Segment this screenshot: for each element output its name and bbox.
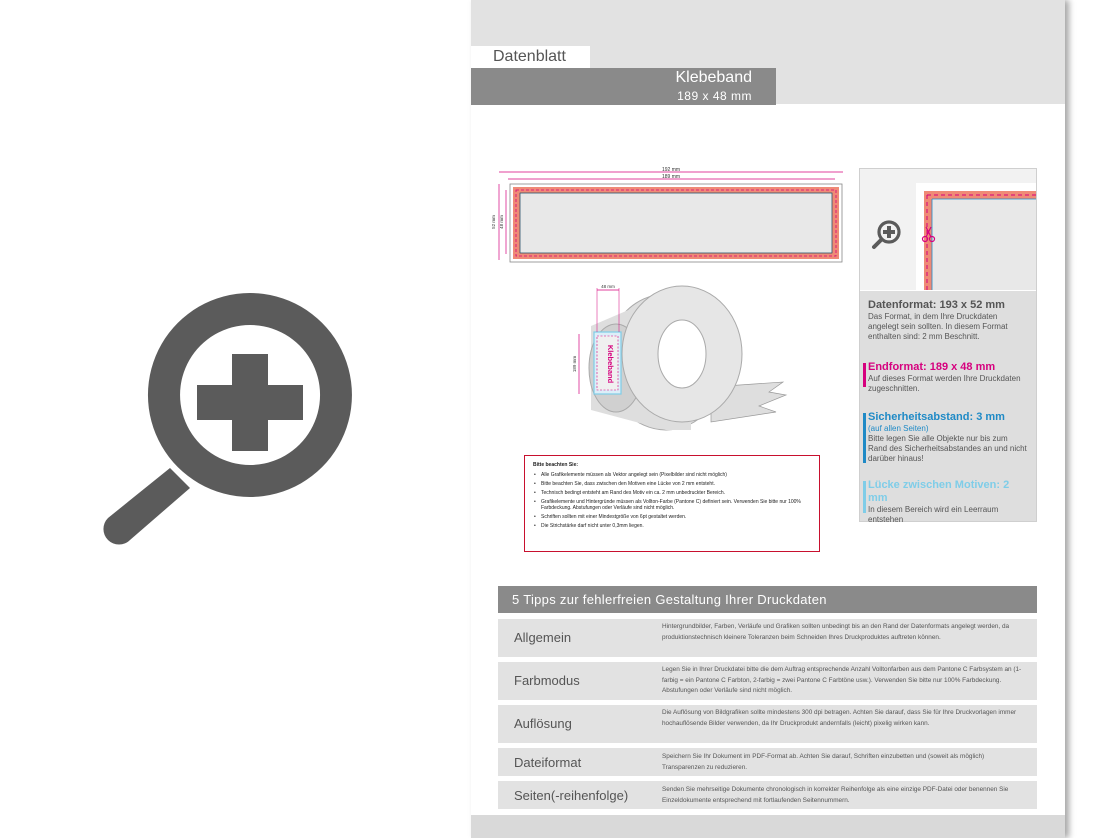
format-info bbox=[860, 291, 1036, 524]
datasheet-page bbox=[471, 0, 1065, 838]
info-panel bbox=[859, 168, 1037, 522]
tip-label: Allgemein bbox=[514, 630, 572, 645]
height-inner-label: 48 mm bbox=[499, 215, 504, 229]
gap-block bbox=[868, 479, 1028, 525]
product-size: 189 x 48 mm bbox=[677, 89, 752, 103]
tips-title: 5 Tipps zur fehlerfreien Gestaltung Ihrer Druckdaten bbox=[498, 586, 1037, 613]
notes-item: • Die Strichstärke darf nicht unter 0,3mm liegen. bbox=[541, 523, 811, 529]
gap-title: Lücke zwischen Motiven: 2 mm bbox=[868, 479, 1010, 504]
end-format-text: Auf dieses Format werden Ihre Druckdaten zugeschnitten. bbox=[868, 374, 1021, 393]
data-format-block bbox=[868, 299, 1028, 342]
notes-title: Bitte beachten Sie: bbox=[533, 462, 579, 468]
zoom-in-icon[interactable] bbox=[100, 290, 360, 550]
tip-label: Farbmodus bbox=[514, 673, 580, 688]
data-format-title: Datenformat: 193 x 52 mm bbox=[868, 299, 1005, 311]
tip-text: Hintergrundbilder, Farben, Verläufe und Grafiken sollten unbedingt bis an den Rand der Datenformats angelegt werden, da produktionstechnisch kleinere Toleranzen beim Schneiden Ihres Druckproduktes auftreten können. bbox=[662, 623, 1010, 641]
datasheet-tab: Datenblatt bbox=[471, 46, 590, 68]
tip-row bbox=[498, 781, 1037, 809]
notes-box bbox=[524, 455, 820, 552]
product-title-bar bbox=[471, 68, 776, 105]
notes-item: • Technisch bedingt entsteht am Rand des Motiv ein ca. 2 mm unbedruckter Bereich. bbox=[541, 490, 811, 496]
footer-band bbox=[471, 815, 1065, 838]
tip-label: Dateiformat bbox=[514, 755, 582, 770]
notes-item: • Grafikelemente und Hintergründe müssen als Vollton-Farbe (Pantone C) definiert sein. Verwenden Sie bitte nur 100% Farbdeckung. Abstufungen oder Verläufe sind nicht möglich. bbox=[541, 499, 811, 511]
tip-text: Legen Sie in Ihrer Druckdatei bitte die dem Auftrag entsprechende Anzahl Volltonfarben aus dem Pantone C Farbsystem an (1-farbig = ein Pantone C Farbton, 2-farbig = zwei Pantone C Farbtöne usw.). Verwenden Sie bitte nur 100% Farbdeckung. Abstufungen oder Verläufe sind nicht möglich. bbox=[662, 666, 1022, 694]
tip-row bbox=[498, 662, 1037, 700]
width-outer-label: 192 mm bbox=[661, 167, 681, 173]
corner-detail-graphic bbox=[860, 169, 1036, 290]
gap-marker bbox=[863, 481, 866, 513]
end-format-title: Endformat: 189 x 48 mm bbox=[868, 361, 996, 373]
width-inner-label: 189 mm bbox=[661, 174, 681, 180]
data-format-text: Das Format, in dem Ihre Druckdaten angelegt sein sollten. In diesem Format enthalten sind: 2 mm Beschnitt. bbox=[868, 312, 1008, 341]
roll-core bbox=[658, 320, 706, 388]
end-format-block bbox=[868, 361, 1028, 394]
tip-row bbox=[498, 705, 1037, 743]
safety-text: Bitte legen Sie alle Objekte nur bis zum Rand des Sicherheitsabstandes an und nicht darüber hinaus! bbox=[868, 434, 1027, 463]
tape-format-drawing bbox=[491, 164, 851, 268]
roll-width-label: 48 mm bbox=[601, 284, 615, 289]
tip-row bbox=[498, 748, 1037, 776]
safety-marker bbox=[863, 413, 866, 463]
tip-row bbox=[498, 619, 1037, 657]
tape-roll-illustration bbox=[561, 282, 791, 442]
product-title: Klebeband bbox=[675, 69, 752, 86]
tip-text: Die Auflösung von Bildgrafiken sollte mindestens 300 dpi betragen. Achten Sie darauf, dass Sie für Ihre Druckvorlagen immer hochauflösende Bilder verwenden, da Ihr Druckprodukt andernfalls (leicht) pixelig wirken kann. bbox=[662, 709, 1017, 727]
height-outer-label: 52 mm bbox=[491, 215, 496, 229]
end-format-marker bbox=[863, 363, 866, 387]
tip-text: Senden Sie mehrseitige Dokumente chronologisch in korrekter Reihenfolge als eine einzige PDF-Datei oder benennen Sie Einzeldokumente entsprechend mit fortlaufenden Seitennummern. bbox=[662, 786, 1009, 804]
safety-title: Sicherheitsabstand: 3 mm bbox=[868, 411, 1005, 423]
notes-item: • Schriften sollten mit einer Mindestgröße von 6pt gestaltet werden. bbox=[541, 514, 811, 520]
safety-subtitle: (auf allen Seiten) bbox=[868, 424, 929, 433]
notes-item: • Alle Grafikelemente müssen als Vektor angelegt sein (Pixelbilder sind nicht möglich) bbox=[541, 472, 811, 478]
tip-label: Auflösung bbox=[514, 716, 572, 731]
tips-section bbox=[498, 586, 1037, 804]
corner-detail-zoom bbox=[860, 169, 1036, 290]
roll-brand-text: Klebeband bbox=[606, 344, 615, 384]
notes-item: • Bitte beachten Sie, dass zwischen den Motiven eine Lücke von 2 mm entsteht. bbox=[541, 481, 811, 487]
gap-text: In diesem Bereich wird ein Leerraum entstehen bbox=[868, 505, 999, 524]
tip-label: Seiten(-reihenfolge) bbox=[514, 788, 629, 803]
safety-area bbox=[520, 193, 832, 253]
safety-block bbox=[868, 411, 1028, 464]
tip-text: Speichern Sie Ihr Dokument im PDF-Format ab. Achten Sie darauf, Schriften einzubetten und (soweit als möglich) Transparenzen zu reduzieren. bbox=[662, 753, 985, 771]
zoom-in-icon bbox=[874, 222, 899, 247]
roll-height-label: 189 mm bbox=[572, 355, 577, 373]
